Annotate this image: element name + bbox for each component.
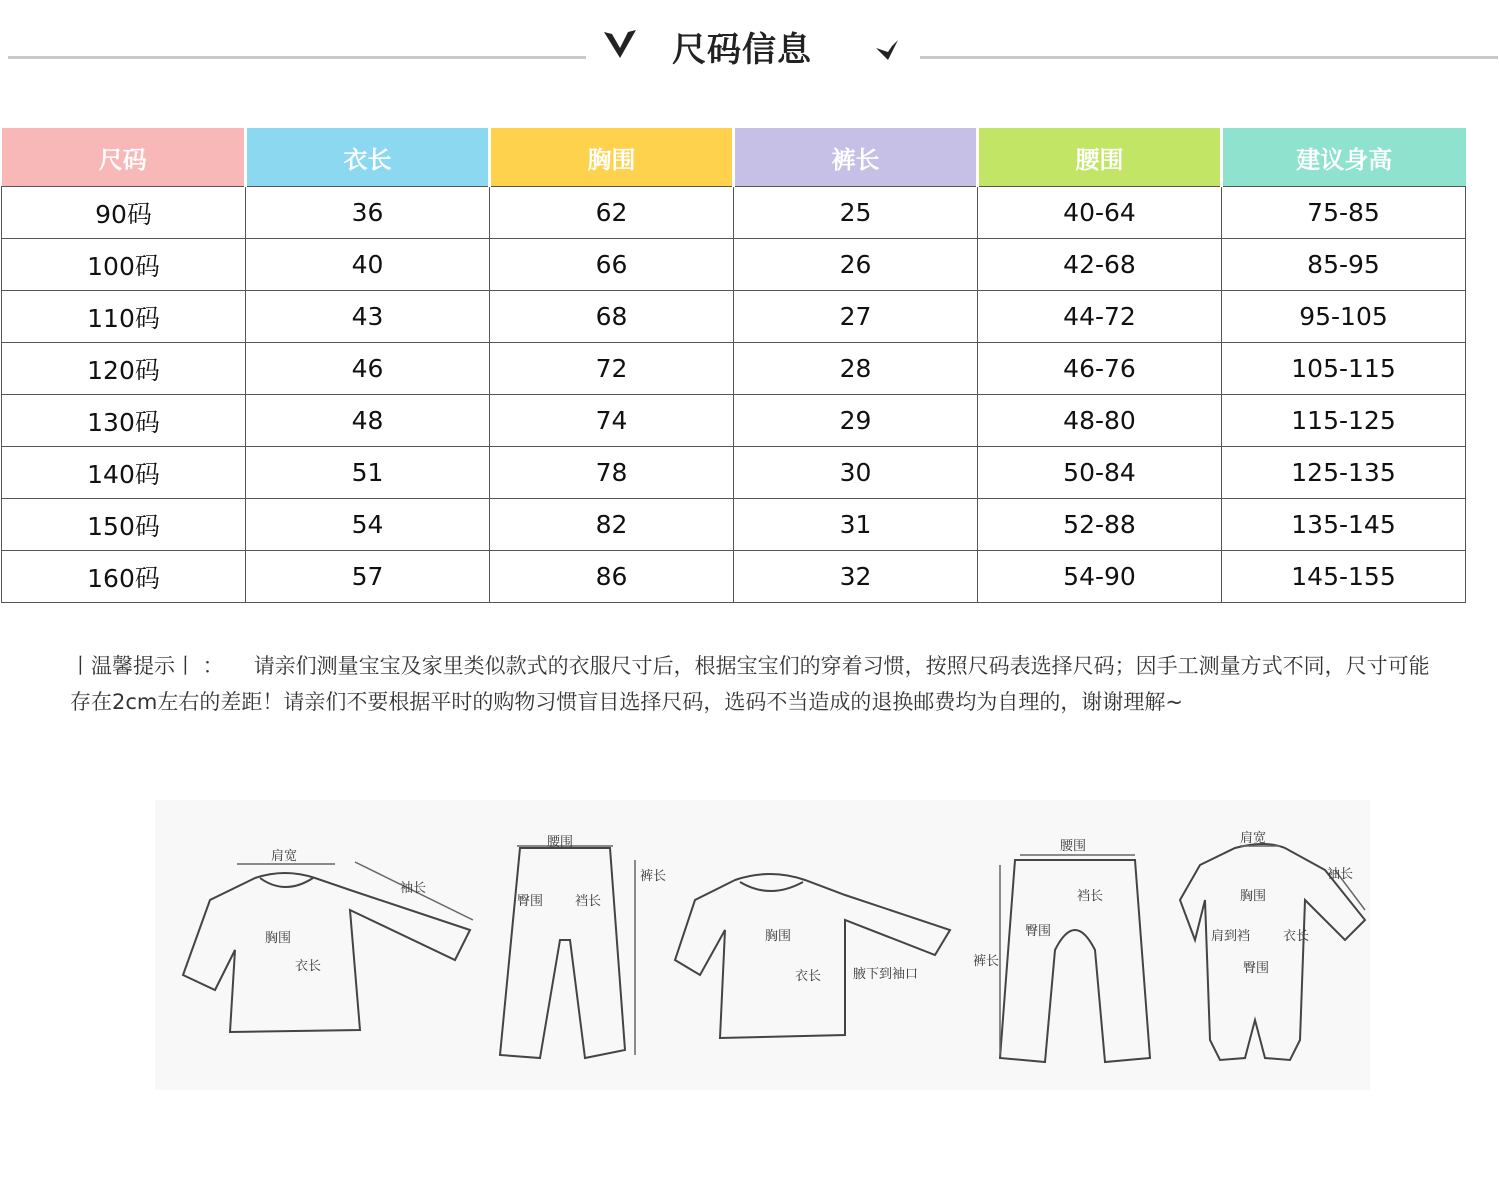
pants2-crotch-label: 裆长 — [1077, 889, 1104, 904]
table-cell: 32 — [734, 551, 978, 603]
table-cell: 28 — [734, 343, 978, 395]
column-header: 胸围 — [490, 128, 734, 187]
table-row — [2, 499, 1466, 551]
shirt1-shoulder-label: 肩宽 — [271, 849, 298, 864]
shirt2-outline — [675, 874, 950, 1038]
shirt2-length-label: 衣长 — [795, 969, 822, 984]
table-cell: 105-115 — [1222, 343, 1466, 395]
pants1-crotch-label: 裆长 — [575, 894, 602, 909]
pants1-hip-label: 臀围 — [517, 894, 544, 909]
garment-sketches — [155, 800, 1370, 1090]
table-cell: 36 — [246, 187, 490, 239]
header-divider-left — [8, 56, 586, 59]
table-cell: 46-76 — [978, 343, 1222, 395]
table-cell: 100码 — [2, 239, 246, 291]
table-cell: 135-145 — [1222, 499, 1466, 551]
table-cell: 120码 — [2, 343, 246, 395]
pants2-waist-label: 腰围 — [1060, 839, 1087, 854]
table-cell: 30 — [734, 447, 978, 499]
table-cell: 46 — [246, 343, 490, 395]
column-header: 裤长 — [734, 128, 978, 187]
measurement-diagram — [155, 800, 1370, 1090]
table-cell: 160码 — [2, 551, 246, 603]
romper-chest-label: 胸围 — [1240, 889, 1267, 904]
table-cell: 125-135 — [1222, 447, 1466, 499]
table-cell: 62 — [490, 187, 734, 239]
table-cell: 48-80 — [978, 395, 1222, 447]
table-cell: 110码 — [2, 291, 246, 343]
table-cell: 43 — [246, 291, 490, 343]
shirt1-length-label: 衣长 — [295, 959, 322, 974]
pants2-length-label: 裤长 — [973, 954, 1000, 969]
table-cell: 130码 — [2, 395, 246, 447]
table-cell: 95-105 — [1222, 291, 1466, 343]
table-cell: 74 — [490, 395, 734, 447]
pants2-hip-label: 臀围 — [1025, 924, 1052, 939]
page-title: 尺码信息 — [672, 30, 812, 70]
table-cell: 66 — [490, 239, 734, 291]
table-cell: 140码 — [2, 447, 246, 499]
column-header: 尺码 — [2, 128, 246, 187]
table-cell: 75-85 — [1222, 187, 1466, 239]
table-row — [2, 187, 1466, 239]
tip-text: 请亲们测量宝宝及家里类似款式的衣服尺寸后，根据宝宝们的穿着习惯，按照尺码表选择尺码；因手工测量方式不同，尺寸可能存在2cm左右的差距！请亲们不要根据平时的购物习惯盲目选择尺码，选码不当造成的退换邮费均为自理的，谢谢理解~ — [70, 654, 1430, 714]
size-table — [1, 128, 1466, 603]
table-cell: 68 — [490, 291, 734, 343]
table-cell: 48 — [246, 395, 490, 447]
table-cell: 27 — [734, 291, 978, 343]
table-cell: 145-155 — [1222, 551, 1466, 603]
table-cell: 72 — [490, 343, 734, 395]
table-cell: 150码 — [2, 499, 246, 551]
pants1-waist-label: 腰围 — [547, 835, 574, 850]
table-cell: 42-68 — [978, 239, 1222, 291]
shirt1-chest-label: 胸围 — [265, 931, 292, 946]
table-cell: 40-64 — [978, 187, 1222, 239]
shirt2-underarm-label: 腋下到袖口 — [853, 967, 919, 982]
table-row — [2, 551, 1466, 603]
table-cell: 52-88 — [978, 499, 1222, 551]
romper-length-label: 衣长 — [1283, 929, 1310, 944]
shirt1-sleeve-label: 袖长 — [400, 881, 427, 896]
table-cell: 31 — [734, 499, 978, 551]
pants1-length-label: 裤长 — [640, 869, 667, 884]
tip-label: 丨温馨提示丨 ： — [70, 654, 224, 678]
table-cell: 51 — [246, 447, 490, 499]
pants2-outline — [1000, 860, 1150, 1062]
table-cell: 54-90 — [978, 551, 1222, 603]
table-cell: 57 — [246, 551, 490, 603]
romper-shoulder-crotch-label: 肩到裆 — [1211, 929, 1251, 944]
table-cell: 44-72 — [978, 291, 1222, 343]
table-cell: 25 — [734, 187, 978, 239]
table-cell: 29 — [734, 395, 978, 447]
table-row — [2, 447, 1466, 499]
table-body — [2, 187, 1466, 603]
table-cell: 40 — [246, 239, 490, 291]
table-cell: 90码 — [2, 187, 246, 239]
romper-sleeve-label: 袖长 — [1327, 867, 1354, 882]
shirt2-chest-label: 胸围 — [765, 929, 792, 944]
table-row — [2, 291, 1466, 343]
column-header: 建议身高 — [1222, 128, 1466, 187]
heart-deco-icon — [600, 28, 640, 62]
table-cell: 26 — [734, 239, 978, 291]
table-cell: 54 — [246, 499, 490, 551]
size-tip — [70, 648, 1430, 720]
column-header: 衣长 — [246, 128, 490, 187]
table-header-row — [2, 128, 1466, 187]
header-divider-right — [920, 56, 1498, 59]
table-row — [2, 343, 1466, 395]
table-cell: 115-125 — [1222, 395, 1466, 447]
table-cell: 82 — [490, 499, 734, 551]
table-row — [2, 239, 1466, 291]
table-cell: 50-84 — [978, 447, 1222, 499]
romper-shoulder-label: 肩宽 — [1240, 831, 1267, 846]
table-cell: 85-95 — [1222, 239, 1466, 291]
pants1-outline — [500, 848, 625, 1058]
leaf-deco-icon — [872, 38, 902, 64]
column-header: 腰围 — [978, 128, 1222, 187]
table-cell: 86 — [490, 551, 734, 603]
table-cell: 78 — [490, 447, 734, 499]
romper-hip-label: 臀围 — [1243, 961, 1270, 976]
table-row — [2, 395, 1466, 447]
